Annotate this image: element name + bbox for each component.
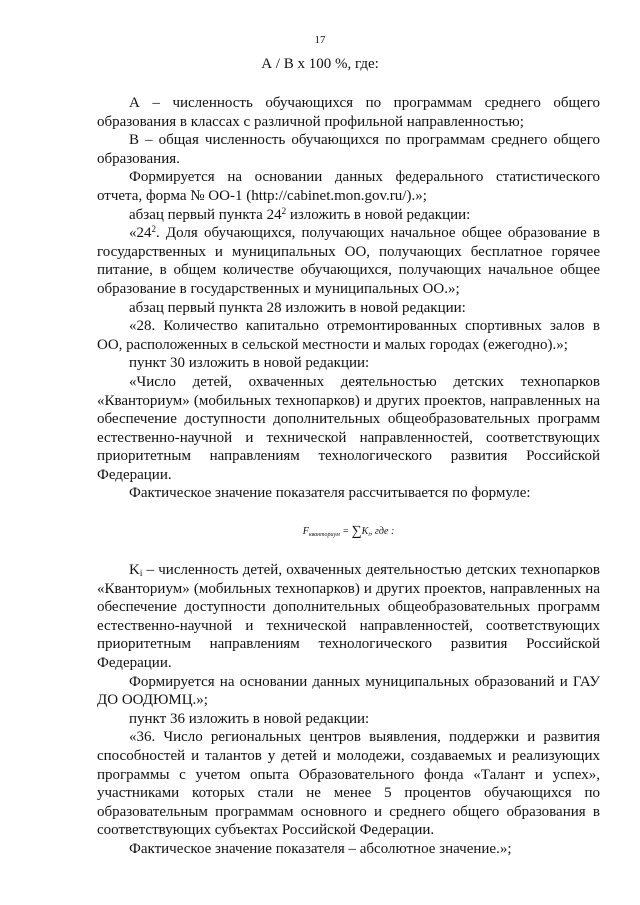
sigma-icon: ∑ [351, 524, 362, 540]
paragraph-item-36: «36. Число региональных центров выявления, поддержки и развития способностей и талантов у детей и молодежи, создаваемых и реализующих программы с учетом опыта Образовательного фонда «Талант и успех», участниками которых стали не менее 5 процентов обучающихся по образовательным программам основного и среднего общего образования в соответствующих субъектах Российской Федерации. [97, 729, 600, 839]
formula-tail: , где : [369, 526, 395, 538]
paragraph-source-municipal: Формируется на основании данных муниципальных образований и ГАУ ДО ООДЮМЦ.»; [97, 673, 600, 709]
document-body [97, 94, 600, 859]
paragraph-definition-ki: $K_i$ – численность детей, охваченных деятельностью детских технопарков «Кванториум» (мобильных технопарков) и других проектов, направленных на обеспечение доступности дополнительных общеобразовательных программ естественно-научной и технической направленностей, соответствующих приоритетным направлениям технологического развития Российской Федерации. [97, 562, 600, 672]
paragraph-amend-24-2: абзац первый пункта 24$^2$ изложить в новой редакции: [129, 205, 471, 223]
formula-kvantorium [97, 503, 600, 561]
paragraph-definition-a: А – численность обучающихся по программам среднего общего образования в классах с различной профильной направленностью; [97, 95, 600, 130]
formula-f: F [302, 526, 309, 538]
formula-k: K [361, 526, 369, 538]
paragraph-absolute-value: Фактическое значение показателя – абсолютное значение.»; [129, 840, 512, 857]
paragraph-amend-30: пункт 30 изложить в новой редакции: [129, 355, 370, 372]
formula-top: А / В х 100 %, где: [261, 56, 379, 72]
paragraph-item-28: «28. Количество капитально отремонтированных спортивных залов в ОО, расположенных в сельской местности и малых городах (ежегодно).»; [97, 318, 600, 353]
paragraph-source-oo1: Формируется на основании данных федерального статистического отчета, форма № ОО-1 (http://cabinet.mon.gov.ru/).»; [97, 169, 600, 204]
paragraph-definition-b: В – общая численность обучающихся по программам среднего общего образования. [97, 132, 600, 167]
paragraph-formula-intro: Фактическое значение показателя рассчитывается по формуле: [129, 485, 531, 502]
formula-equals: = [339, 526, 352, 538]
paragraph-amend-36: пункт 36 изложить в новой редакции: [129, 710, 370, 727]
formula-f-subscript: кванториум [308, 532, 340, 539]
paragraph-item-24-2: «24$^2$. Доля обучающихся, получающих начальное общее образование в государственных и муниципальных ОО, получающих бесплатное горячее питание, в общем количестве обучающихся, получающих начальное общее образование в государственных и муниципальных ОО.»; [97, 224, 600, 297]
paragraph-item-30: «Число детей, охваченных деятельностью детских технопарков «Кванториум» (мобильных технопарков) и других проектов, направленных на обеспечение доступности дополнительных общеобразовательных программ естественно-научной и технической направленностей, соответствующих приоритетным направлениям технологического развития Российской Федерации. [97, 373, 600, 483]
paragraph-amend-28: абзац первый пункта 28 изложить в новой редакции: [129, 299, 466, 316]
page-number: 17 [314, 34, 326, 46]
formula-k-subscript: i [368, 532, 370, 539]
